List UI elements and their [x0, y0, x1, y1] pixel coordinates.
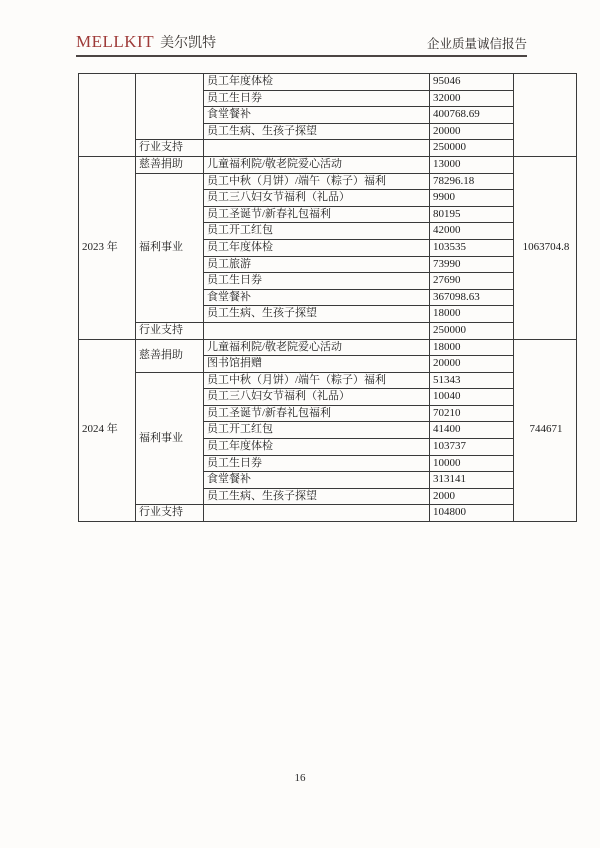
value-cell: 73990: [430, 256, 514, 273]
value-cell: 51343: [430, 372, 514, 389]
table-row: [79, 339, 577, 356]
year-cell: [79, 74, 136, 157]
brand-logo-text: MELLKIT: [76, 32, 155, 51]
item-cell: 员工旅游: [204, 256, 430, 273]
brand: [76, 32, 216, 52]
item-cell: [204, 322, 430, 339]
table-row: [79, 322, 577, 339]
table-row: [79, 173, 577, 190]
value-cell: 32000: [430, 90, 514, 107]
item-cell: [204, 505, 430, 522]
value-cell: 27690: [430, 273, 514, 290]
value-cell: 13000: [430, 156, 514, 173]
table-row: [79, 156, 577, 173]
category-cell: 行业支持: [136, 505, 204, 522]
total-cell: 1063704.8: [514, 156, 577, 339]
category-cell: 慈善捐助: [136, 339, 204, 372]
value-cell: 313141: [430, 472, 514, 489]
item-cell: 儿童福利院/敬老院爱心活动: [204, 339, 430, 356]
item-cell: 员工中秋（月饼）/端午（粽子）福利: [204, 372, 430, 389]
value-cell: 400768.69: [430, 107, 514, 124]
total-cell: [514, 74, 577, 157]
value-cell: 20000: [430, 356, 514, 373]
page-number: 16: [294, 772, 306, 784]
value-cell: 367098.63: [430, 289, 514, 306]
value-cell: 10000: [430, 455, 514, 472]
item-cell: [204, 140, 430, 157]
report-title: 企业质量诚信报告: [426, 37, 527, 51]
item-cell: 员工圣诞节/新春礼包福利: [204, 405, 430, 422]
item-cell: 员工开工红包: [204, 422, 430, 439]
value-cell: 41400: [430, 422, 514, 439]
value-cell: 10040: [430, 389, 514, 406]
item-cell: 员工年度体检: [204, 439, 430, 456]
value-cell: 70210: [430, 405, 514, 422]
category-cell: 慈善捐助: [136, 156, 204, 173]
value-cell: 78296.18: [430, 173, 514, 190]
year-cell: 2024 年: [79, 339, 136, 522]
item-cell: 员工中秋（月饼）/端午（粽子）福利: [204, 173, 430, 190]
value-cell: 250000: [430, 322, 514, 339]
item-cell: 员工三八妇女节福利（礼品）: [204, 190, 430, 207]
value-cell: 95046: [430, 74, 514, 91]
table-row: [79, 372, 577, 389]
item-cell: 图书馆捐赠: [204, 356, 430, 373]
item-cell: 员工生病、生孩子探望: [204, 123, 430, 140]
category-cell: 福利事业: [136, 372, 204, 505]
category-cell: 行业支持: [136, 322, 204, 339]
value-cell: 9900: [430, 190, 514, 207]
item-cell: 员工圣诞节/新春礼包福利: [204, 206, 430, 223]
item-cell: 员工开工红包: [204, 223, 430, 240]
item-cell: 食堂餐补: [204, 472, 430, 489]
item-cell: 员工三八妇女节福利（礼品）: [204, 389, 430, 406]
brand-name-cn: 美尔凯特: [160, 36, 217, 51]
item-cell: 儿童福利院/敬老院爱心活动: [204, 156, 430, 173]
item-cell: 员工生日券: [204, 455, 430, 472]
table-row: [79, 505, 577, 522]
value-cell: 20000: [430, 123, 514, 140]
report-table-body: [79, 74, 577, 522]
value-cell: 42000: [430, 223, 514, 240]
value-cell: 18000: [430, 306, 514, 323]
category-cell: [136, 74, 204, 140]
category-cell: 福利事业: [136, 173, 204, 322]
value-cell: 104800: [430, 505, 514, 522]
item-cell: 员工年度体检: [204, 74, 430, 91]
value-cell: 2000: [430, 488, 514, 505]
total-cell: 744671: [514, 339, 577, 522]
item-cell: 员工生病、生孩子探望: [204, 488, 430, 505]
value-cell: 250000: [430, 140, 514, 157]
category-cell: 行业支持: [136, 140, 204, 157]
year-cell: 2023 年: [79, 156, 136, 339]
value-cell: 18000: [430, 339, 514, 356]
value-cell: 103535: [430, 239, 514, 256]
page-header: [76, 32, 527, 57]
table-row: [79, 140, 577, 157]
value-cell: 80195: [430, 206, 514, 223]
item-cell: 食堂餐补: [204, 289, 430, 306]
item-cell: 员工年度体检: [204, 239, 430, 256]
table-row: [79, 74, 577, 91]
item-cell: 员工生日券: [204, 273, 430, 290]
item-cell: 员工生病、生孩子探望: [204, 306, 430, 323]
item-cell: 食堂餐补: [204, 107, 430, 124]
value-cell: 103737: [430, 439, 514, 456]
expense-table: [78, 73, 577, 522]
item-cell: 员工生日券: [204, 90, 430, 107]
